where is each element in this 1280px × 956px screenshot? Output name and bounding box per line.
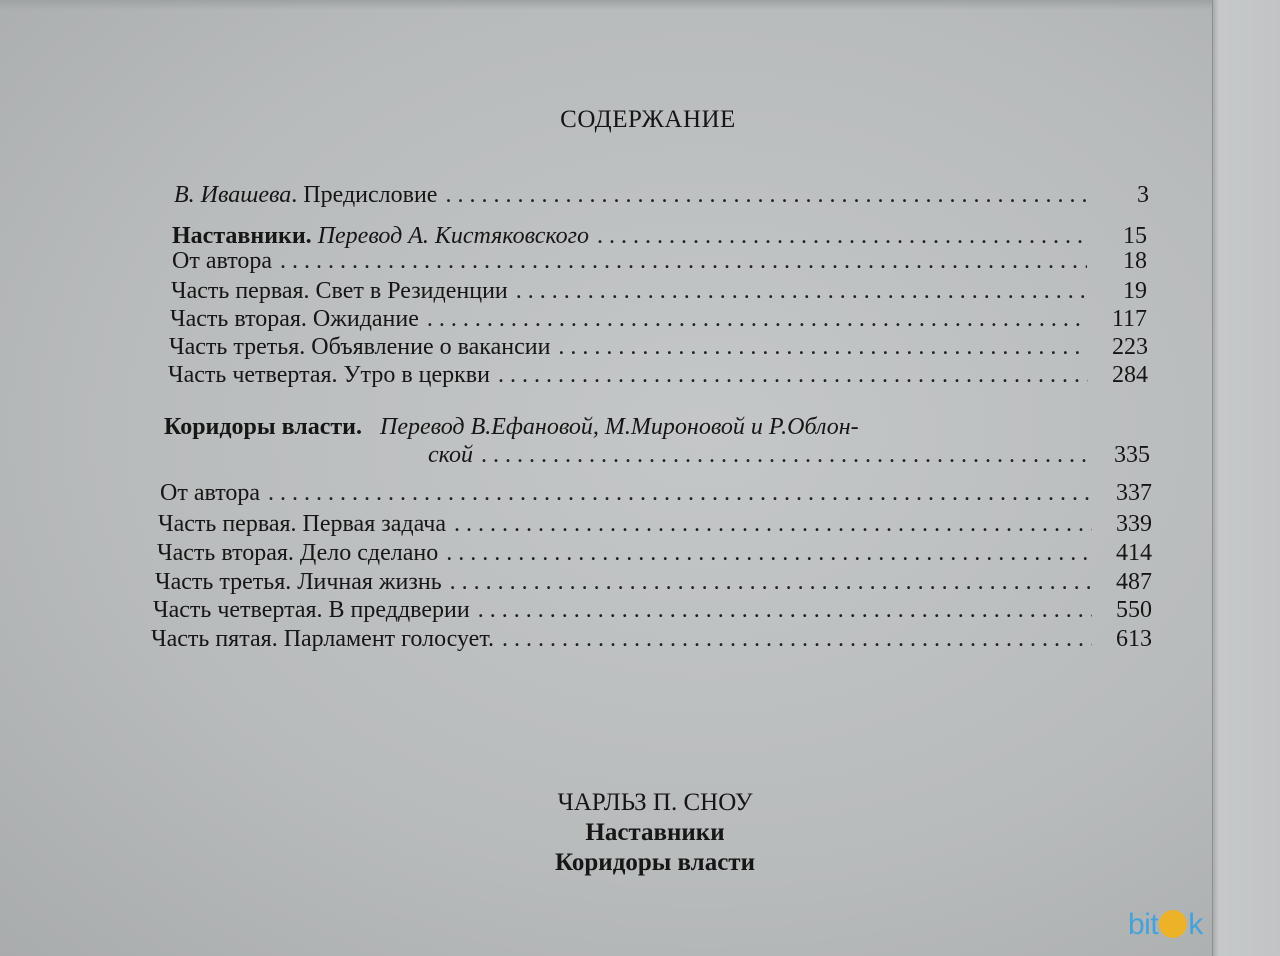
toc-entry [157,540,1152,570]
toc-page-number: 414 [1116,540,1152,566]
dot-leader [454,511,1092,538]
toc-entry [160,480,1152,510]
preface-separator: . [291,182,304,208]
toc-page-number: 487 [1116,569,1152,595]
dot-leader [445,182,1089,209]
toc-page-number: 613 [1116,626,1152,652]
toc-page-number: 19 [1123,278,1147,304]
dot-leader [446,540,1092,567]
toc-entry [169,334,1148,364]
colophon-title-2: Коридоры власти [555,849,755,876]
dot-leader [450,569,1092,596]
toc-entry-label: Часть первая. Первая задача [158,511,446,537]
part2-header-line1 [164,414,859,441]
dot-leader [427,306,1087,333]
toc-entry-label: Часть четвертая. В преддверии [153,597,470,623]
toc-page-number: 339 [1116,511,1152,537]
toc-entry [155,569,1152,599]
toc-entry-label [172,223,589,250]
watermark-text-end: k [1188,908,1203,941]
part2-translator-line1: Перевод В.Ефановой, М.Мироновой и Р.Облон- [380,414,859,440]
toc-entry [151,626,1152,656]
part1-book-title: Наставники. [172,223,312,249]
toc-entry-label [174,182,437,209]
toc-page-number: 15 [1123,223,1147,249]
dot-leader [268,480,1092,507]
toc-entry-label: От автора [172,248,273,274]
preface-author: В. Ивашева [174,182,292,208]
toc-entry [158,511,1152,541]
toc-entry [153,597,1152,627]
toc-entry-label: Часть вторая. Дело сделано [157,540,439,566]
toc-page-number: 284 [1112,362,1148,388]
part2-book-title: Коридоры власти. [164,414,362,440]
toc-entry-label: Часть вторая. Ожидание [170,306,419,332]
dot-leader [481,442,1090,469]
toc-page-number: 18 [1123,248,1147,274]
watermark-text-start: bit [1128,908,1159,941]
dot-leader [280,248,1087,275]
part1-translator: Перевод А. Кистяковского [317,223,590,249]
colophon-author: ЧАРЛЬЗ П. СНОУ [557,789,753,816]
colophon [0,788,1280,878]
dot-leader [502,626,1092,653]
toc-entry-label: От автора [160,480,261,506]
watermark-logo [1128,908,1203,942]
toc-page-number: 3 [1137,182,1149,208]
toc-entry-label: Часть пятая. Парламент голосует. [151,626,495,652]
toc-entry [168,362,1148,392]
preface-title: Предисловие [303,182,438,208]
toc-page-number: 117 [1111,306,1147,332]
toc-entry [171,278,1147,308]
toc-entry-label: Часть третья. Личная жизнь [155,569,442,595]
dot-leader [597,223,1087,250]
toc-entry-preface [174,182,1149,212]
colophon-title-1: Наставники [585,819,725,846]
dot-leader [516,278,1087,305]
toc-entry-part2-header [428,442,1150,472]
toc-page-number: 337 [1116,480,1152,506]
toc-entry-label: Часть четвертая. Утро в церкви [168,362,490,388]
toc-entry [172,248,1147,278]
toc-entry-label: Часть третья. Объявление о вакансии [169,334,551,360]
toc-page-number: 223 [1112,334,1148,360]
toc-page-number: 550 [1116,597,1152,623]
part2-translator-line2: ской [428,442,473,468]
dot-leader [478,597,1092,624]
toc-entry-label: Часть первая. Свет в Резиденции [171,278,508,304]
toc-entry [170,306,1147,336]
watermark-badge-icon [1159,910,1187,938]
dot-leader [498,362,1088,389]
dot-leader [558,334,1088,361]
contents-heading: СОДЕРЖАНИЕ [560,106,736,133]
toc-page-number: 335 [1114,442,1150,468]
